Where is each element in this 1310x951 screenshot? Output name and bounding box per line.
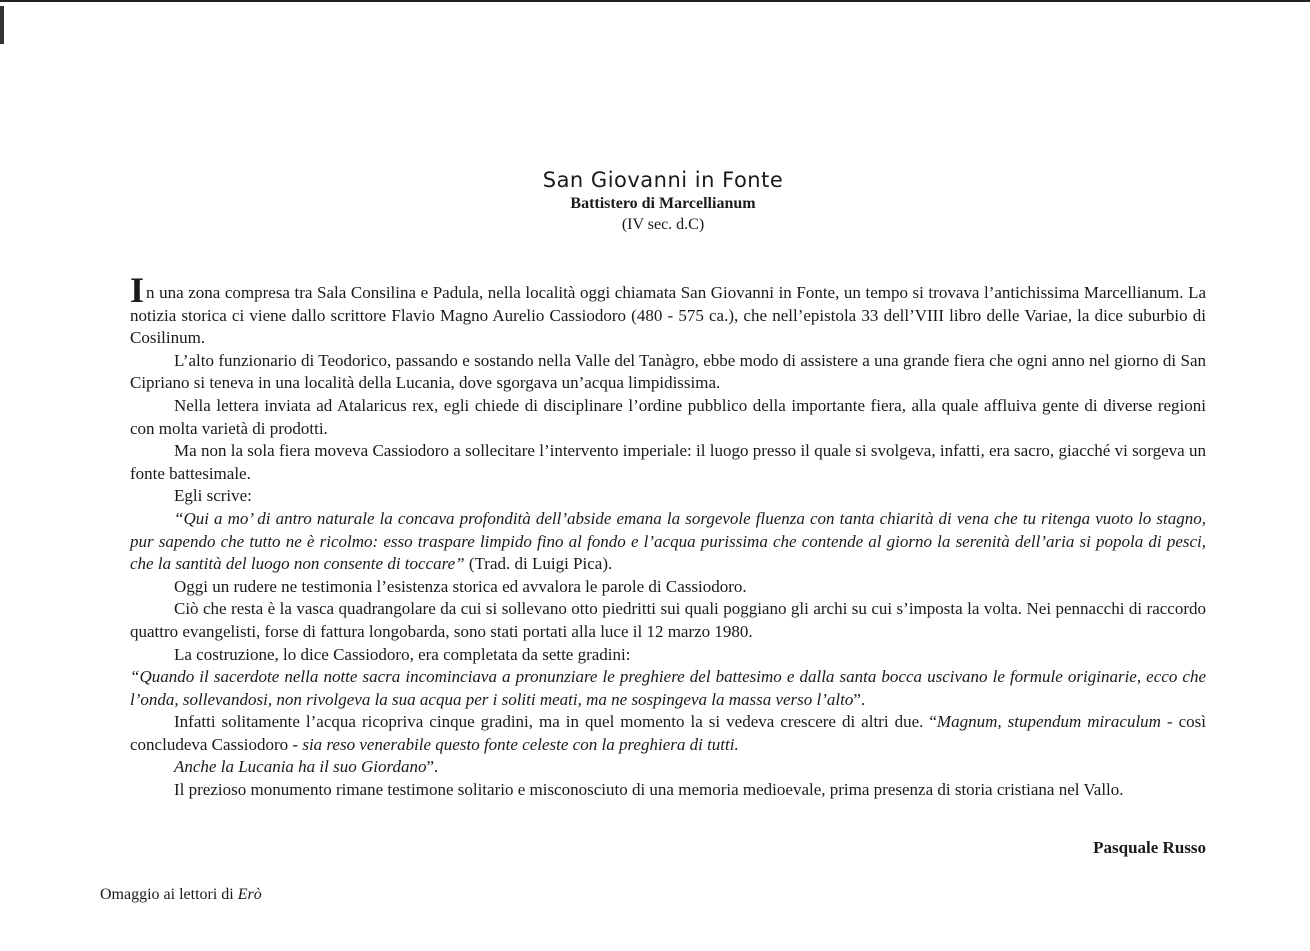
paragraph-10-quote: “Quando il sacerdote nella notte sacra incominciava a pronunziare le preghiere del battesimo e dalla santa bocca uscivano le formule originarie, ecco che l’onda, sollevandosi, non rivolgeva la sua acqua per i soliti meati, ma ne sospingeva la massa verso l’alto”. [130,667,1206,709]
paragraph-9: La costruzione, lo dice Cassiodoro, era completata da sette gradini: [174,644,631,664]
paragraph-6-quote: “Qui a mo’ di antro naturale la concava profondità dell’abside emana la sorgevole fluenza con tanta chiarità di vena che tu ritenga vuoto lo stagno, pur sapendo che tutto ne è ricolmo: esso traspare limpido fino al fondo e l’acqua purissima che contende al giorno la serenità dell’aria si popola di pesci, che la santità del luogo non consente di toccare” (Trad. di Luigi Pica). [130,508,1206,574]
paragraph-4: Ma non la sola fiera moveva Cassiodoro a sollecitare l’intervento imperiale: il luogo presso il quale si svolgeva, infatti, era sacro, giacché vi sorgeva un fonte battesimale. [130,441,1206,483]
article-body [130,270,1207,802]
drop-cap: I [130,270,145,310]
paragraph-1: In una zona compresa tra Sala Consilina e Padula, nella località oggi chiamata San Giovanni in Fonte, un tempo si trovava l’antichissima Marcellianum. La notizia storica ci viene dallo scrittore Flavio Magno Aurelio Cassiodoro (480 - 575 ca.), che nell’epistola 33 dell’VIII libro delle Variae, la dice suburbio di Cosilinum. [130,270,1206,348]
paragraph-2: L’alto funzionario di Teodorico, passando e sostando nella Valle del Tanàgro, ebbe modo di assistere a una grande fiera che ogni anno nel giorno di San Cipriano si teneva in una località della Lucania, dove sgorgava un’acqua limpidissima. [130,350,1206,393]
scan-edge-mark [0,6,4,44]
page-title: San Giovanni in Fonte [542,168,784,192]
page-date: (IV sec. d.C) [621,216,705,233]
page-subtitle: Battistero di Marcellianum [570,195,756,212]
paragraph-11: Infatti solitamente l’acqua ricopriva cinque gradini, ma in quel momento la si vedeva crescere di altri due. “Magnum, stupendum miraculum - così concludeva Cassiodoro - sia reso venerabile questo fonte celeste con la preghiera di tutti. [130,712,1207,754]
paragraph-13: Il prezioso monumento rimane testimone solitario e misconosciuto di una memoria medioevale, prima presenza di storia cristiana nel Vallo. [174,780,1124,800]
top-rule [0,0,1310,2]
heading-block [0,166,1310,236]
paragraph-12: Anche la Lucania ha il suo Giordano”. [174,757,439,777]
paragraph-5: Egli scrive: [174,486,252,506]
paragraph-7: Oggi un rudere ne testimonia l’esistenza storica ed avvalora le parole di Cassiodoro. [174,576,747,596]
paragraph-8: Ciò che resta è la vasca quadrangolare da cui si sollevano otto piedritti sui quali poggiano gli archi su cui s’imposta la volta. Nei pennacchi di raccordo quattro evangelisti, forse di fattura longobarda, sono stati portati alla luce il 12 marzo 1980. [130,599,1206,641]
author-signature: Pasquale Russo [1093,838,1206,857]
footer-note: Omaggio ai lettori di Erò [100,886,262,903]
paragraph-3: Nella lettera inviata ad Atalaricus rex, egli chiede di disciplinare l’ordine pubblico della importante fiera, alla quale affluiva gente di diverse regioni con molta varietà di prodotti. [130,395,1206,438]
